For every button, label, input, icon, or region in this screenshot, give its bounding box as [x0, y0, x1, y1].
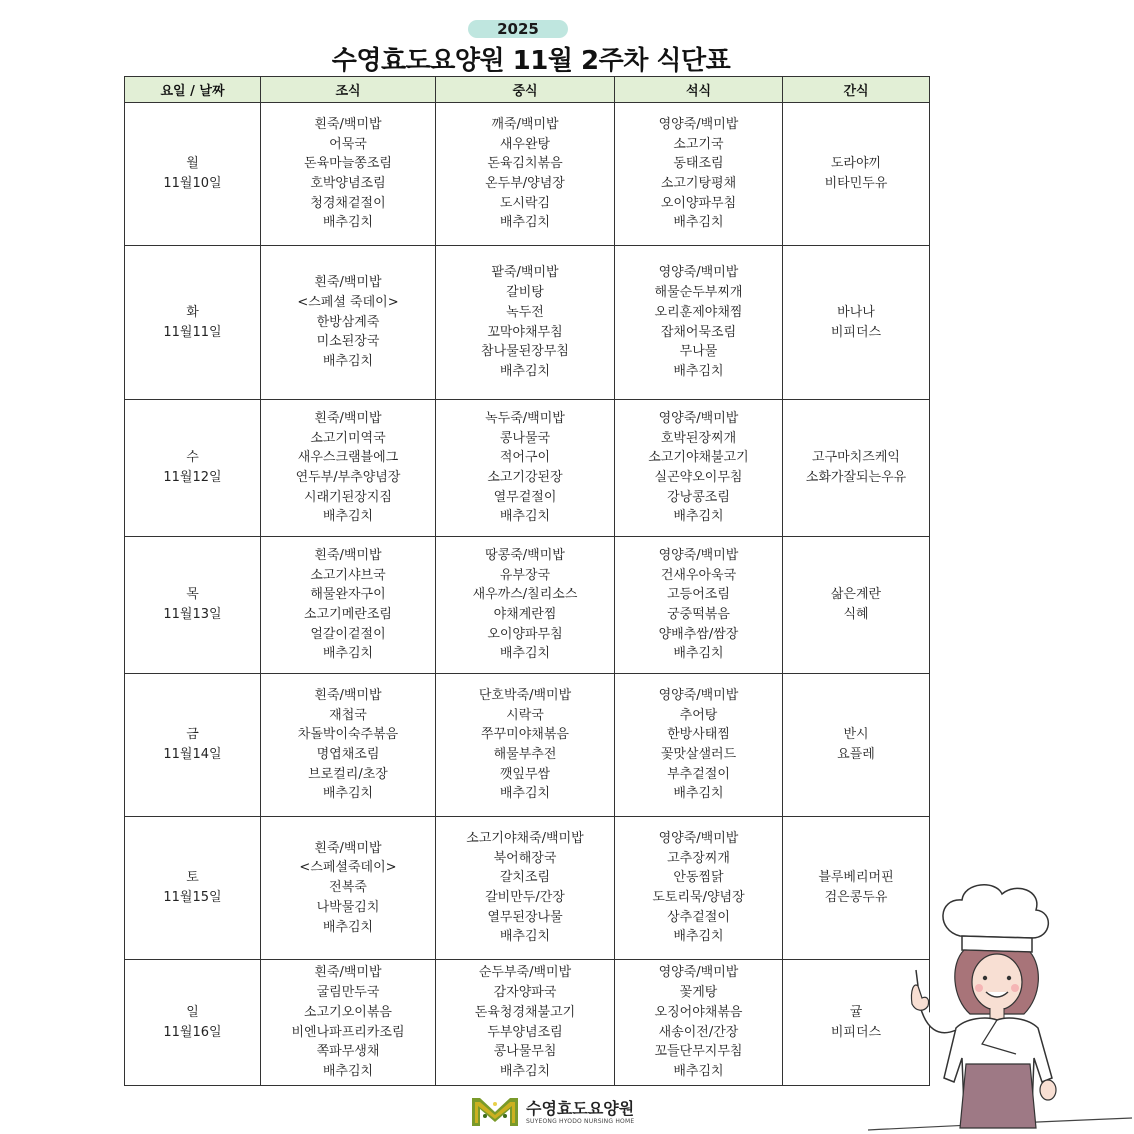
menu-item: 적어구이 — [499, 450, 551, 466]
menu-item: 호박양념조림 — [310, 176, 386, 191]
breakfast-cell — [261, 103, 436, 246]
menu-item: 팥죽/백미밥 — [491, 265, 559, 281]
header-breakfast: 조식 — [261, 77, 436, 103]
year-badge: 2025 — [468, 20, 568, 38]
menu-item: 꽃게탕 — [679, 985, 718, 1001]
menu-item: 돈육김치볶음 — [487, 156, 563, 172]
dinner-cell — [615, 400, 783, 537]
menu-item: 깨죽/백미밥 — [491, 116, 559, 132]
menu-item: 배추김치 — [673, 215, 724, 231]
menu-item: 소고기국 — [673, 136, 724, 152]
dinner-cell — [615, 817, 783, 960]
dinner-cell — [615, 103, 783, 246]
lunch-cell — [436, 103, 615, 246]
menu-item: 두부양념조림 — [487, 1024, 563, 1040]
menu-item: 온두부/양념장 — [485, 176, 565, 191]
dinner-cell — [615, 960, 783, 1086]
menu-item: 해물부추전 — [493, 747, 557, 762]
menu-item: 오리훈제야채찜 — [654, 304, 743, 320]
menu-item: 소고기오이볶음 — [304, 1004, 392, 1020]
date-label: 11월10일 — [163, 176, 222, 191]
day-date-cell — [125, 537, 261, 674]
menu-item: 배추김치 — [673, 786, 724, 802]
menu-item: 양배추쌈/쌈장 — [658, 626, 739, 642]
table-row — [125, 400, 930, 537]
snack-cell — [783, 103, 930, 246]
menu-item: 돈육청경채불고기 — [474, 1004, 576, 1020]
menu-item: 식혜 — [843, 607, 869, 622]
menu-item: 배추김치 — [499, 929, 551, 945]
logo-m-icon — [470, 1094, 520, 1128]
menu-item: 청경채겉절이 — [310, 195, 386, 211]
menu-item: 영양죽/백미밥 — [658, 410, 739, 426]
menu-item: 영양죽/백미밥 — [658, 965, 739, 981]
date-label: 11월13일 — [163, 607, 222, 622]
lunch-cell — [436, 960, 615, 1086]
menu-item: 배추김치 — [673, 363, 724, 379]
menu-item: 전복죽 — [329, 880, 367, 896]
menu-item: 배추김치 — [673, 1063, 724, 1079]
menu-item: 새우완탕 — [499, 136, 551, 152]
menu-item: 돈육마늘쫑조림 — [304, 156, 392, 172]
menu-item: 순두부죽/백미밥 — [478, 965, 572, 981]
day-date-cell — [125, 817, 261, 960]
menu-item: 비엔나파프리카조림 — [291, 1024, 405, 1040]
snack-cell — [783, 537, 930, 674]
menu-item: 흰죽/백미밥 — [314, 410, 382, 426]
menu-item: 차돌박이숙주볶음 — [297, 727, 399, 743]
logo — [470, 1094, 670, 1130]
menu-item: 열무겉절이 — [493, 489, 557, 505]
menu-item: 고구마치즈케익 — [812, 450, 900, 466]
date-label: 11월15일 — [163, 890, 222, 905]
menu-item: <스페셜 죽데이> — [297, 294, 399, 310]
menu-item: <스페셜죽데이> — [299, 860, 397, 876]
menu-item: 도토리묵/양념장 — [652, 890, 745, 905]
menu-item: 궁중떡볶음 — [667, 607, 730, 622]
day-name: 수 — [186, 450, 199, 466]
menu-item: 고등어조림 — [667, 587, 730, 603]
table-row — [125, 960, 930, 1086]
table-row — [125, 246, 930, 400]
menu-item: 단호박죽/백미밥 — [478, 687, 572, 703]
menu-item: 참나물된장무침 — [481, 344, 569, 360]
menu-item: 콩나물무침 — [493, 1044, 557, 1060]
menu-item: 배추김치 — [322, 215, 374, 231]
header-day-date: 요일 / 날짜 — [125, 77, 261, 103]
menu-item: 흰죽/백미밥 — [314, 547, 382, 563]
menu-item: 소고기야채죽/백미밥 — [466, 830, 584, 846]
menu-item: 열무된장나물 — [487, 909, 563, 925]
menu-item: 실곤약오이무침 — [654, 470, 743, 485]
menu-item: 안동찜닭 — [673, 870, 724, 886]
menu-item: 흰죽/백미밥 — [314, 116, 382, 132]
breakfast-cell — [261, 674, 436, 817]
menu-item: 반시 — [843, 727, 869, 743]
table-row — [125, 103, 930, 246]
menu-item: 무나물 — [679, 344, 718, 360]
menu-item: 한방사태찜 — [667, 727, 730, 743]
day-name: 화 — [186, 304, 199, 320]
menu-item: 바나나 — [837, 304, 875, 320]
menu-item: 녹두죽/백미밥 — [485, 410, 565, 426]
day-date-cell — [125, 103, 261, 246]
table-row — [125, 674, 930, 817]
menu-item: 야채계란찜 — [493, 607, 557, 622]
menu-item: 재첩국 — [329, 707, 367, 723]
menu-item: 삶은계란 — [830, 587, 882, 603]
menu-item: 배추김치 — [322, 786, 374, 802]
page-title: 수영효도요양원 11월 2주차 식단표 — [331, 46, 731, 76]
menu-item: 새송이전/간장 — [658, 1024, 739, 1040]
menu-item: 땅콩죽/백미밥 — [485, 547, 565, 563]
menu-item: 배추김치 — [499, 1063, 551, 1079]
menu-item: 얼갈이겉절이 — [310, 626, 386, 642]
date-label: 11월16일 — [163, 1024, 222, 1040]
menu-item: 비피더스 — [830, 1024, 882, 1040]
dinner-cell — [615, 537, 783, 674]
date-label: 11월14일 — [163, 747, 222, 762]
chef-woman-icon — [866, 878, 1134, 1134]
header-dinner: 석식 — [615, 77, 783, 103]
menu-item: 굴림만두국 — [316, 985, 380, 1001]
menu-item: 배추김치 — [322, 354, 374, 370]
dinner-cell — [615, 674, 783, 817]
day-name: 목 — [186, 587, 199, 603]
menu-item: 꼬막야채무침 — [487, 324, 563, 340]
dinner-cell — [615, 246, 783, 400]
snack-cell — [783, 400, 930, 537]
menu-item: 영양죽/백미밥 — [658, 547, 739, 563]
lunch-cell — [436, 537, 615, 674]
logo-subtitle: SUYEONG HYODO NURSING HOME — [526, 1118, 635, 1125]
menu-item: 비피더스 — [830, 324, 882, 340]
menu-item: 블루베리머핀 — [818, 870, 894, 886]
menu-item: 소고기강된장 — [487, 470, 563, 485]
menu-item: 요플레 — [837, 747, 875, 762]
menu-item: 감자양파국 — [493, 985, 557, 1001]
menu-item: 영양죽/백미밥 — [658, 687, 739, 703]
menu-item: 브로컬리/초장 — [308, 766, 388, 782]
date-label: 11월11일 — [163, 324, 222, 340]
menu-item: 배추김치 — [322, 919, 374, 935]
day-date-cell — [125, 960, 261, 1086]
menu-item: 해물순두부찌개 — [654, 285, 743, 301]
menu-item: 새우까스/칠리소스 — [472, 587, 578, 603]
menu-item: 배추김치 — [673, 929, 724, 945]
menu-item: 부추겉절이 — [667, 766, 730, 782]
menu-item: 배추김치 — [673, 509, 724, 525]
menu-item: 갈비만두/간장 — [485, 890, 565, 905]
date-label: 11월12일 — [163, 470, 222, 485]
menu-item: 추어탕 — [679, 707, 718, 723]
menu-item: 소고기메란조림 — [304, 607, 392, 622]
menu-item: 소고기미역국 — [310, 430, 386, 446]
day-name: 월 — [186, 156, 199, 172]
snack-cell — [783, 674, 930, 817]
menu-item: 건새우아욱국 — [660, 567, 737, 583]
menu-item: 흰죽/백미밥 — [314, 965, 382, 981]
menu-item: 도시락김 — [499, 195, 551, 211]
lunch-cell — [436, 246, 615, 400]
menu-item: 검은콩두유 — [824, 890, 888, 905]
menu-item: 배추김치 — [499, 786, 551, 802]
menu-item: 동태조림 — [673, 156, 724, 172]
menu-item: 흰죽/백미밥 — [314, 840, 382, 856]
menu-item: 새우스크램블에그 — [297, 450, 399, 466]
day-date-cell — [125, 246, 261, 400]
menu-item: 소고기탕평채 — [660, 176, 737, 191]
menu-item: 배추김치 — [322, 509, 374, 525]
menu-item: 북어해장국 — [493, 850, 557, 866]
menu-item: 배추김치 — [499, 509, 551, 525]
menu-item: 흰죽/백미밥 — [314, 275, 382, 291]
menu-item: 미소된장국 — [316, 334, 380, 350]
menu-item: 흰죽/백미밥 — [314, 687, 382, 703]
header-snack: 간식 — [783, 77, 930, 103]
breakfast-cell — [261, 246, 436, 400]
breakfast-cell — [261, 817, 436, 960]
menu-item: 유부장국 — [499, 567, 551, 583]
menu-item: 나박물김치 — [316, 899, 380, 915]
menu-item: 고추장찌개 — [667, 850, 730, 866]
menu-item: 도라야끼 — [830, 156, 882, 172]
menu-item: 배추김치 — [322, 646, 374, 662]
menu-item: 소화가잘되는우유 — [805, 470, 907, 485]
breakfast-cell — [261, 960, 436, 1086]
meal-table — [124, 76, 930, 1086]
menu-item: 비타민두유 — [824, 176, 888, 191]
menu-item: 갈치조림 — [499, 870, 551, 886]
menu-item: 꽃맛살샐러드 — [660, 747, 737, 762]
menu-item: 쭈꾸미야채볶음 — [481, 727, 569, 743]
menu-item: 갈비탕 — [506, 285, 544, 301]
menu-item: 연두부/부추양념장 — [295, 470, 401, 485]
menu-item: 오이양파무침 — [487, 626, 563, 642]
menu-item: 녹두전 — [506, 304, 544, 320]
day-name: 일 — [186, 1004, 199, 1020]
menu-item: 시락국 — [506, 707, 544, 723]
menu-item: 소고기야채불고기 — [648, 450, 749, 466]
menu-item: 배추김치 — [322, 1063, 374, 1079]
day-name: 금 — [186, 727, 199, 743]
menu-item: 명엽채조림 — [316, 747, 380, 762]
day-date-cell — [125, 400, 261, 537]
day-date-cell — [125, 674, 261, 817]
breakfast-cell — [261, 537, 436, 674]
day-name: 토 — [186, 870, 199, 886]
menu-item: 시래기된장지짐 — [304, 489, 392, 505]
lunch-cell — [436, 817, 615, 960]
menu-item: 쪽파무생채 — [316, 1044, 380, 1060]
menu-item: 배추김치 — [499, 363, 551, 379]
menu-item: 어묵국 — [329, 136, 367, 152]
menu-item: 해물완자구이 — [310, 587, 386, 603]
menu-item: 배추김치 — [499, 646, 551, 662]
menu-item: 배추김치 — [499, 215, 551, 231]
menu-item: 영양죽/백미밥 — [658, 265, 739, 281]
menu-item: 한방삼계죽 — [316, 314, 380, 330]
breakfast-cell — [261, 400, 436, 537]
menu-item: 귤 — [849, 1004, 863, 1020]
header-lunch: 중식 — [436, 77, 615, 103]
menu-item: 잡채어묵조림 — [660, 324, 737, 340]
menu-item: 콩나물국 — [499, 430, 551, 446]
logo-name: 수영효도요양원 — [526, 1099, 635, 1118]
lunch-cell — [436, 674, 615, 817]
table-row — [125, 817, 930, 960]
lunch-cell — [436, 400, 615, 537]
menu-item: 호박된장찌개 — [660, 430, 737, 446]
menu-item: 꼬들단무지무침 — [654, 1044, 743, 1060]
menu-item: 영양죽/백미밥 — [658, 116, 739, 132]
menu-item: 영양죽/백미밥 — [658, 830, 739, 846]
menu-item: 상추겉절이 — [667, 909, 730, 925]
table-row — [125, 537, 930, 674]
menu-item: 깻잎무쌈 — [499, 766, 551, 782]
snack-cell — [783, 246, 930, 400]
menu-item: 오이양파무침 — [660, 195, 737, 211]
table-header-row — [125, 77, 930, 103]
menu-item: 오징어야채볶음 — [654, 1004, 743, 1020]
menu-item: 소고기샤브국 — [310, 567, 386, 583]
menu-item: 강낭콩조림 — [667, 489, 730, 505]
menu-item: 배추김치 — [673, 646, 724, 662]
